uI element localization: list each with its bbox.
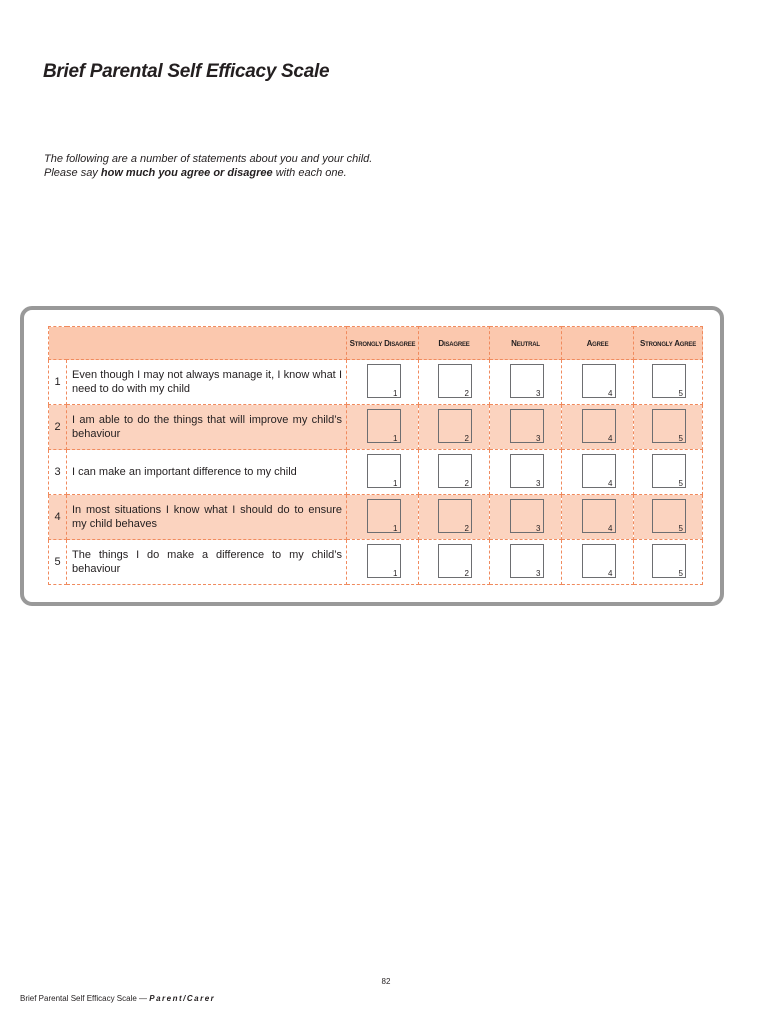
intro-line-2-prefix: Please say: [44, 167, 101, 179]
rating-checkbox[interactable]: [652, 364, 686, 398]
rating-value: 1: [393, 524, 398, 533]
rating-checkbox[interactable]: [367, 364, 401, 398]
rating-cell: [419, 405, 490, 450]
rating-checkbox[interactable]: [652, 409, 686, 443]
rating-value: 3: [536, 434, 541, 443]
rating-cell: [634, 450, 703, 495]
rating-value: 2: [464, 479, 469, 488]
rating-value: 2: [464, 389, 469, 398]
rating-value: 3: [536, 524, 541, 533]
table-row: [49, 495, 703, 540]
rating-value: 5: [678, 479, 683, 488]
rating-checkbox[interactable]: [582, 454, 616, 488]
rating-cell: [490, 405, 562, 450]
table-row: [49, 405, 703, 450]
item-number: 3: [49, 450, 67, 495]
page-number: 82: [381, 977, 391, 986]
rating-value: 4: [608, 434, 613, 443]
rating-cell: [347, 540, 419, 585]
rating-checkbox[interactable]: [510, 409, 544, 443]
rating-cell: [490, 450, 562, 495]
rating-cell: [562, 450, 634, 495]
rating-cell: [347, 405, 419, 450]
table-row: [49, 450, 703, 495]
rating-value: 1: [393, 569, 398, 578]
rating-cell: [347, 360, 419, 405]
rating-cell: [562, 495, 634, 540]
footer-title: Brief Parental Self Efficacy Scale —: [20, 994, 150, 1003]
rating-checkbox[interactable]: [510, 544, 544, 578]
rating-checkbox[interactable]: [438, 454, 472, 488]
rating-value: 3: [536, 569, 541, 578]
rating-cell: [562, 360, 634, 405]
questionnaire-frame: [20, 306, 724, 606]
rating-checkbox[interactable]: [367, 409, 401, 443]
rating-value: 5: [678, 389, 683, 398]
item-statement: The things I do make a difference to my child’s behaviour: [67, 540, 347, 585]
rating-cell: [419, 450, 490, 495]
rating-cell: [634, 405, 703, 450]
rating-cell: [419, 540, 490, 585]
item-number: 2: [49, 405, 67, 450]
rating-cell: [634, 360, 703, 405]
rating-cell: [562, 540, 634, 585]
rating-value: 4: [608, 389, 613, 398]
item-statement: I am able to do the things that will improve my child’s behaviour: [67, 405, 347, 450]
rating-value: 4: [608, 569, 613, 578]
rating-value: 3: [536, 479, 541, 488]
intro-line-1: The following are a number of statements about you and your child.: [44, 153, 373, 165]
column-header-agree: Agree: [562, 327, 634, 360]
intro-text: [44, 152, 372, 180]
rating-checkbox[interactable]: [438, 544, 472, 578]
rating-cell: [419, 360, 490, 405]
rating-checkbox[interactable]: [438, 499, 472, 533]
rating-checkbox[interactable]: [367, 454, 401, 488]
header-blank-cell: [49, 327, 347, 360]
intro-line-2-bold: how much you agree or disagree: [100, 167, 273, 179]
item-statement: In most situations I know what I should do to ensure my child behaves: [67, 495, 347, 540]
rating-checkbox[interactable]: [367, 544, 401, 578]
column-header-neutral: Neutral: [490, 327, 562, 360]
column-header-disagree: Disagree: [419, 327, 490, 360]
table-row: [49, 540, 703, 585]
rating-cell: [490, 540, 562, 585]
rating-checkbox[interactable]: [438, 364, 472, 398]
rating-value: 2: [464, 524, 469, 533]
rating-cell: [347, 495, 419, 540]
table-row: [49, 360, 703, 405]
rating-value: 4: [608, 524, 613, 533]
rating-cell: [490, 495, 562, 540]
item-number: 5: [49, 540, 67, 585]
rating-checkbox[interactable]: [582, 409, 616, 443]
rating-checkbox[interactable]: [582, 364, 616, 398]
page-footer: [20, 994, 215, 1003]
column-header-strongly-agree: Strongly Agree: [634, 327, 703, 360]
rating-checkbox[interactable]: [510, 499, 544, 533]
item-number: 4: [49, 495, 67, 540]
rating-value: 4: [608, 479, 613, 488]
page-title: Brief Parental Self Efficacy Scale: [43, 61, 330, 82]
rating-checkbox[interactable]: [510, 454, 544, 488]
rating-checkbox[interactable]: [510, 364, 544, 398]
rating-checkbox[interactable]: [652, 499, 686, 533]
rating-value: 1: [393, 434, 398, 443]
rating-checkbox[interactable]: [438, 409, 472, 443]
rating-value: 5: [678, 524, 683, 533]
intro-line-2-suffix: with each one.: [272, 167, 347, 179]
rating-cell: [347, 450, 419, 495]
rating-value: 3: [536, 389, 541, 398]
rating-cell: [634, 495, 703, 540]
rating-checkbox[interactable]: [652, 544, 686, 578]
column-header-strongly-disagree: Strongly Disagree: [347, 327, 419, 360]
rating-checkbox[interactable]: [582, 499, 616, 533]
rating-checkbox[interactable]: [367, 499, 401, 533]
rating-cell: [419, 495, 490, 540]
rating-value: 5: [678, 569, 683, 578]
rating-cell: [490, 360, 562, 405]
rating-checkbox[interactable]: [652, 454, 686, 488]
rating-cell: [634, 540, 703, 585]
rating-value: 5: [678, 434, 683, 443]
rating-table: [48, 326, 703, 585]
rating-value: 2: [464, 434, 469, 443]
footer-audience: Parent/Carer: [149, 994, 216, 1003]
rating-value: 2: [464, 569, 469, 578]
header-row: [49, 327, 703, 360]
rating-cell: [562, 405, 634, 450]
item-number: 1: [49, 360, 67, 405]
item-statement: I can make an important difference to my child: [67, 450, 347, 495]
item-statement: Even though I may not always manage it, I know what I need to do with my child: [67, 360, 347, 405]
rating-value: 1: [393, 479, 398, 488]
rating-value: 1: [393, 389, 398, 398]
rating-checkbox[interactable]: [582, 544, 616, 578]
